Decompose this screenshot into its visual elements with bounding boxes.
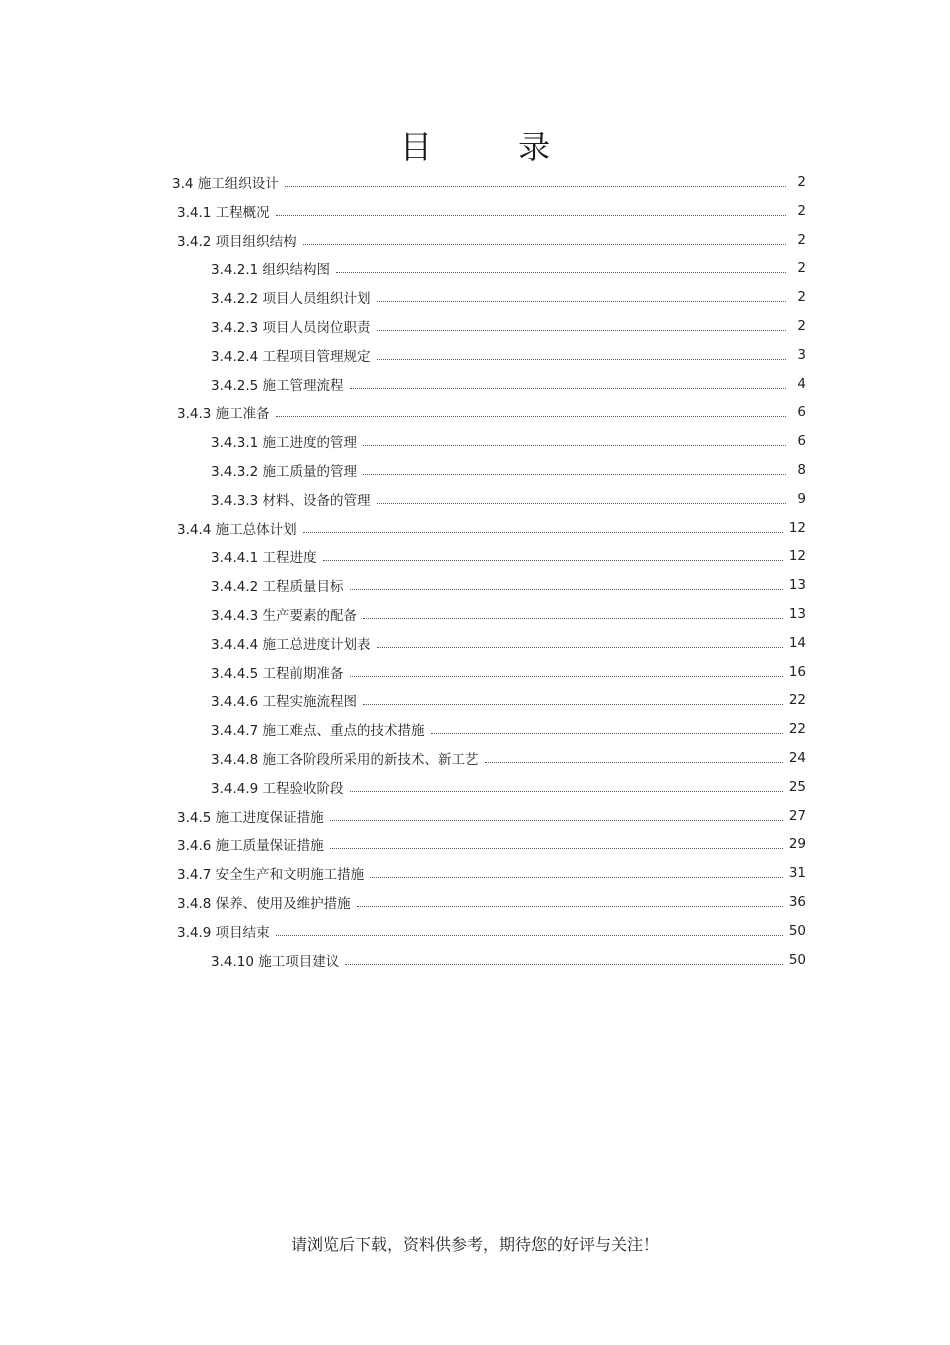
toc-entry[interactable] bbox=[177, 802, 806, 830]
toc-entry[interactable] bbox=[177, 398, 806, 426]
footer-note: 请浏览后下载，资料供参考，期待您的好评与关注！ bbox=[290, 1235, 659, 1254]
toc-entry-label: 3.4 施工组织设计 bbox=[172, 176, 279, 192]
toc-leader-dots bbox=[285, 185, 786, 187]
toc-entry-page: 24 bbox=[788, 750, 806, 766]
toc-entry[interactable] bbox=[211, 312, 806, 340]
toc-entry-page: 9 bbox=[797, 490, 806, 507]
toc-leader-dots bbox=[431, 732, 783, 734]
toc-leader-dots bbox=[345, 963, 783, 965]
toc-entry-page: 16 bbox=[788, 663, 806, 680]
toc-entry[interactable] bbox=[211, 600, 806, 628]
toc-entry-page: 13 bbox=[788, 577, 806, 594]
toc-entry[interactable] bbox=[177, 888, 806, 916]
toc-entry[interactable] bbox=[211, 283, 806, 311]
toc-leader-dots bbox=[276, 934, 783, 936]
toc-entry-label: 3.4.2.4 工程项目管理规定 bbox=[211, 348, 371, 365]
toc-entry-label: 3.4.4.6 工程实施流程图 bbox=[211, 694, 358, 711]
toc-entry[interactable] bbox=[177, 226, 806, 254]
toc-entry-page: 31 bbox=[788, 865, 806, 882]
toc-leader-dots bbox=[303, 243, 786, 245]
toc-entry-label: 3.4.3 施工准备 bbox=[177, 406, 270, 423]
toc-leader-dots bbox=[276, 214, 786, 216]
toc-entry-label: 3.4.4.1 工程进度 bbox=[211, 550, 317, 567]
toc-entry-label: 3.4.3.3 材料、设备的管理 bbox=[211, 492, 371, 509]
toc-leader-dots bbox=[485, 761, 783, 763]
toc-leader-dots bbox=[377, 502, 786, 504]
toc-entry[interactable] bbox=[211, 456, 806, 484]
toc-entry-label: 3.4.4.7 施工难点、重点的技术措施 bbox=[211, 723, 425, 740]
toc-entry-page: 13 bbox=[788, 606, 806, 622]
toc-entry[interactable] bbox=[211, 686, 806, 714]
toc-entry[interactable] bbox=[211, 427, 806, 455]
toc-entry[interactable] bbox=[211, 629, 806, 657]
toc-entry-page: 50 bbox=[788, 922, 806, 939]
toc-entry[interactable] bbox=[211, 485, 806, 513]
toc-entry-page: 14 bbox=[788, 634, 806, 651]
toc-entry[interactable] bbox=[177, 917, 806, 945]
toc-entry-page: 12 bbox=[788, 519, 806, 536]
toc-entry-page: 4 bbox=[797, 375, 806, 392]
toc-entry-label: 3.4.3.1 施工进度的管理 bbox=[211, 435, 358, 452]
toc-entry-page: 36 bbox=[788, 894, 806, 910]
toc-entry-page: 8 bbox=[797, 462, 806, 478]
toc-entry-label: 3.4.4.5 工程前期准备 bbox=[211, 665, 344, 682]
toc-entry-label: 3.4.9 项目结束 bbox=[177, 924, 270, 941]
toc-entry-label: 3.4.8 保养、使用及维护措施 bbox=[177, 896, 351, 912]
toc-entry-label: 3.4.5 施工进度保证措施 bbox=[177, 809, 324, 826]
toc-leader-dots bbox=[370, 876, 783, 878]
toc-leader-dots bbox=[350, 790, 783, 792]
toc-entry-page: 29 bbox=[788, 836, 806, 853]
toc-leader-dots bbox=[350, 588, 783, 590]
toc-entry-page: 27 bbox=[788, 807, 806, 824]
toc-leader-dots bbox=[350, 387, 786, 389]
toc-entry[interactable] bbox=[211, 542, 806, 570]
toc-entry[interactable] bbox=[211, 571, 806, 599]
toc-entry[interactable] bbox=[211, 946, 806, 974]
toc-entry-page: 25 bbox=[788, 778, 806, 795]
toc-leader-dots bbox=[330, 847, 783, 849]
toc-entry-label: 3.4.2.3 项目人员岗位职责 bbox=[211, 320, 371, 336]
toc-entry[interactable] bbox=[211, 744, 806, 772]
toc-entry-page: 22 bbox=[788, 692, 806, 709]
toc-entry-label: 3.4.2 项目组织结构 bbox=[177, 233, 297, 250]
toc-entry-page: 2 bbox=[797, 318, 806, 334]
toc-entry-page: 2 bbox=[797, 260, 806, 277]
toc-entry[interactable] bbox=[177, 859, 806, 887]
toc-leader-dots bbox=[377, 300, 786, 302]
toc-entry-label: 3.4.3.2 施工质量的管理 bbox=[211, 464, 358, 480]
toc-leader-dots bbox=[377, 646, 783, 648]
toc-entry[interactable] bbox=[211, 254, 806, 282]
toc-entry-label: 3.4.4.4 施工总进度计划表 bbox=[211, 636, 371, 653]
toc-entry-label: 3.4.6 施工质量保证措施 bbox=[177, 838, 324, 855]
toc-leader-dots bbox=[323, 559, 783, 561]
toc-entry-page: 6 bbox=[797, 404, 806, 421]
toc-entry-label: 3.4.10 施工项目建议 bbox=[211, 953, 340, 970]
toc-entry-label: 3.4.4.9 工程验收阶段 bbox=[211, 780, 344, 797]
toc-entry[interactable] bbox=[177, 197, 806, 225]
toc-entry-page: 50 bbox=[788, 951, 806, 968]
toc-leader-dots bbox=[357, 905, 783, 907]
toc-leader-dots bbox=[377, 358, 786, 360]
toc-entry-label: 3.4.7 安全生产和文明施工措施 bbox=[177, 867, 365, 884]
toc-entry-label: 3.4.4 施工总体计划 bbox=[177, 521, 297, 538]
toc-leader-dots bbox=[363, 703, 783, 705]
toc-leader-dots bbox=[303, 531, 783, 533]
toc-entry-label: 3.4.2.2 项目人员组织计划 bbox=[211, 291, 371, 308]
toc-leader-dots bbox=[330, 819, 783, 821]
toc-entry-page: 22 bbox=[788, 721, 806, 738]
toc-entry[interactable] bbox=[177, 514, 806, 542]
toc-leader-dots bbox=[363, 617, 783, 619]
toc-entry-label: 3.4.4.2 工程质量目标 bbox=[211, 579, 344, 596]
toc-entry-page: 2 bbox=[797, 202, 806, 219]
toc-entry-page: 6 bbox=[797, 433, 806, 450]
toc-entry-page: 2 bbox=[797, 231, 806, 248]
toc-leader-dots bbox=[276, 415, 786, 417]
toc-leader-dots bbox=[377, 329, 786, 331]
toc-entry-label: 3.4.2.5 施工管理流程 bbox=[211, 377, 344, 394]
toc-leader-dots bbox=[363, 444, 786, 446]
toc-entry-page: 2 bbox=[797, 289, 806, 306]
toc-entry[interactable] bbox=[211, 341, 806, 369]
toc-entry[interactable] bbox=[177, 830, 806, 858]
toc-leader-dots bbox=[336, 271, 786, 273]
toc-entry-label: 3.4.2.1 组织结构图 bbox=[211, 262, 331, 279]
toc-entry-page: 12 bbox=[788, 548, 806, 565]
toc-entry-page: 2 bbox=[797, 174, 806, 190]
toc-entry[interactable] bbox=[211, 715, 806, 743]
toc-entry[interactable] bbox=[211, 773, 806, 801]
toc-entry-label: 3.4.1 工程概况 bbox=[177, 204, 270, 221]
toc-entry[interactable] bbox=[172, 168, 806, 196]
toc-entry-label: 3.4.4.8 施工各阶段所采用的新技术、新工艺 bbox=[211, 752, 479, 768]
page-title: 目 录 bbox=[399, 128, 589, 166]
toc-leader-dots bbox=[363, 473, 786, 475]
toc-entry[interactable] bbox=[211, 370, 806, 398]
toc-entry-page: 3 bbox=[797, 346, 806, 363]
toc-entry-label: 3.4.4.3 生产要素的配备 bbox=[211, 608, 358, 624]
toc-leader-dots bbox=[350, 675, 783, 677]
toc-entry[interactable] bbox=[211, 658, 806, 686]
